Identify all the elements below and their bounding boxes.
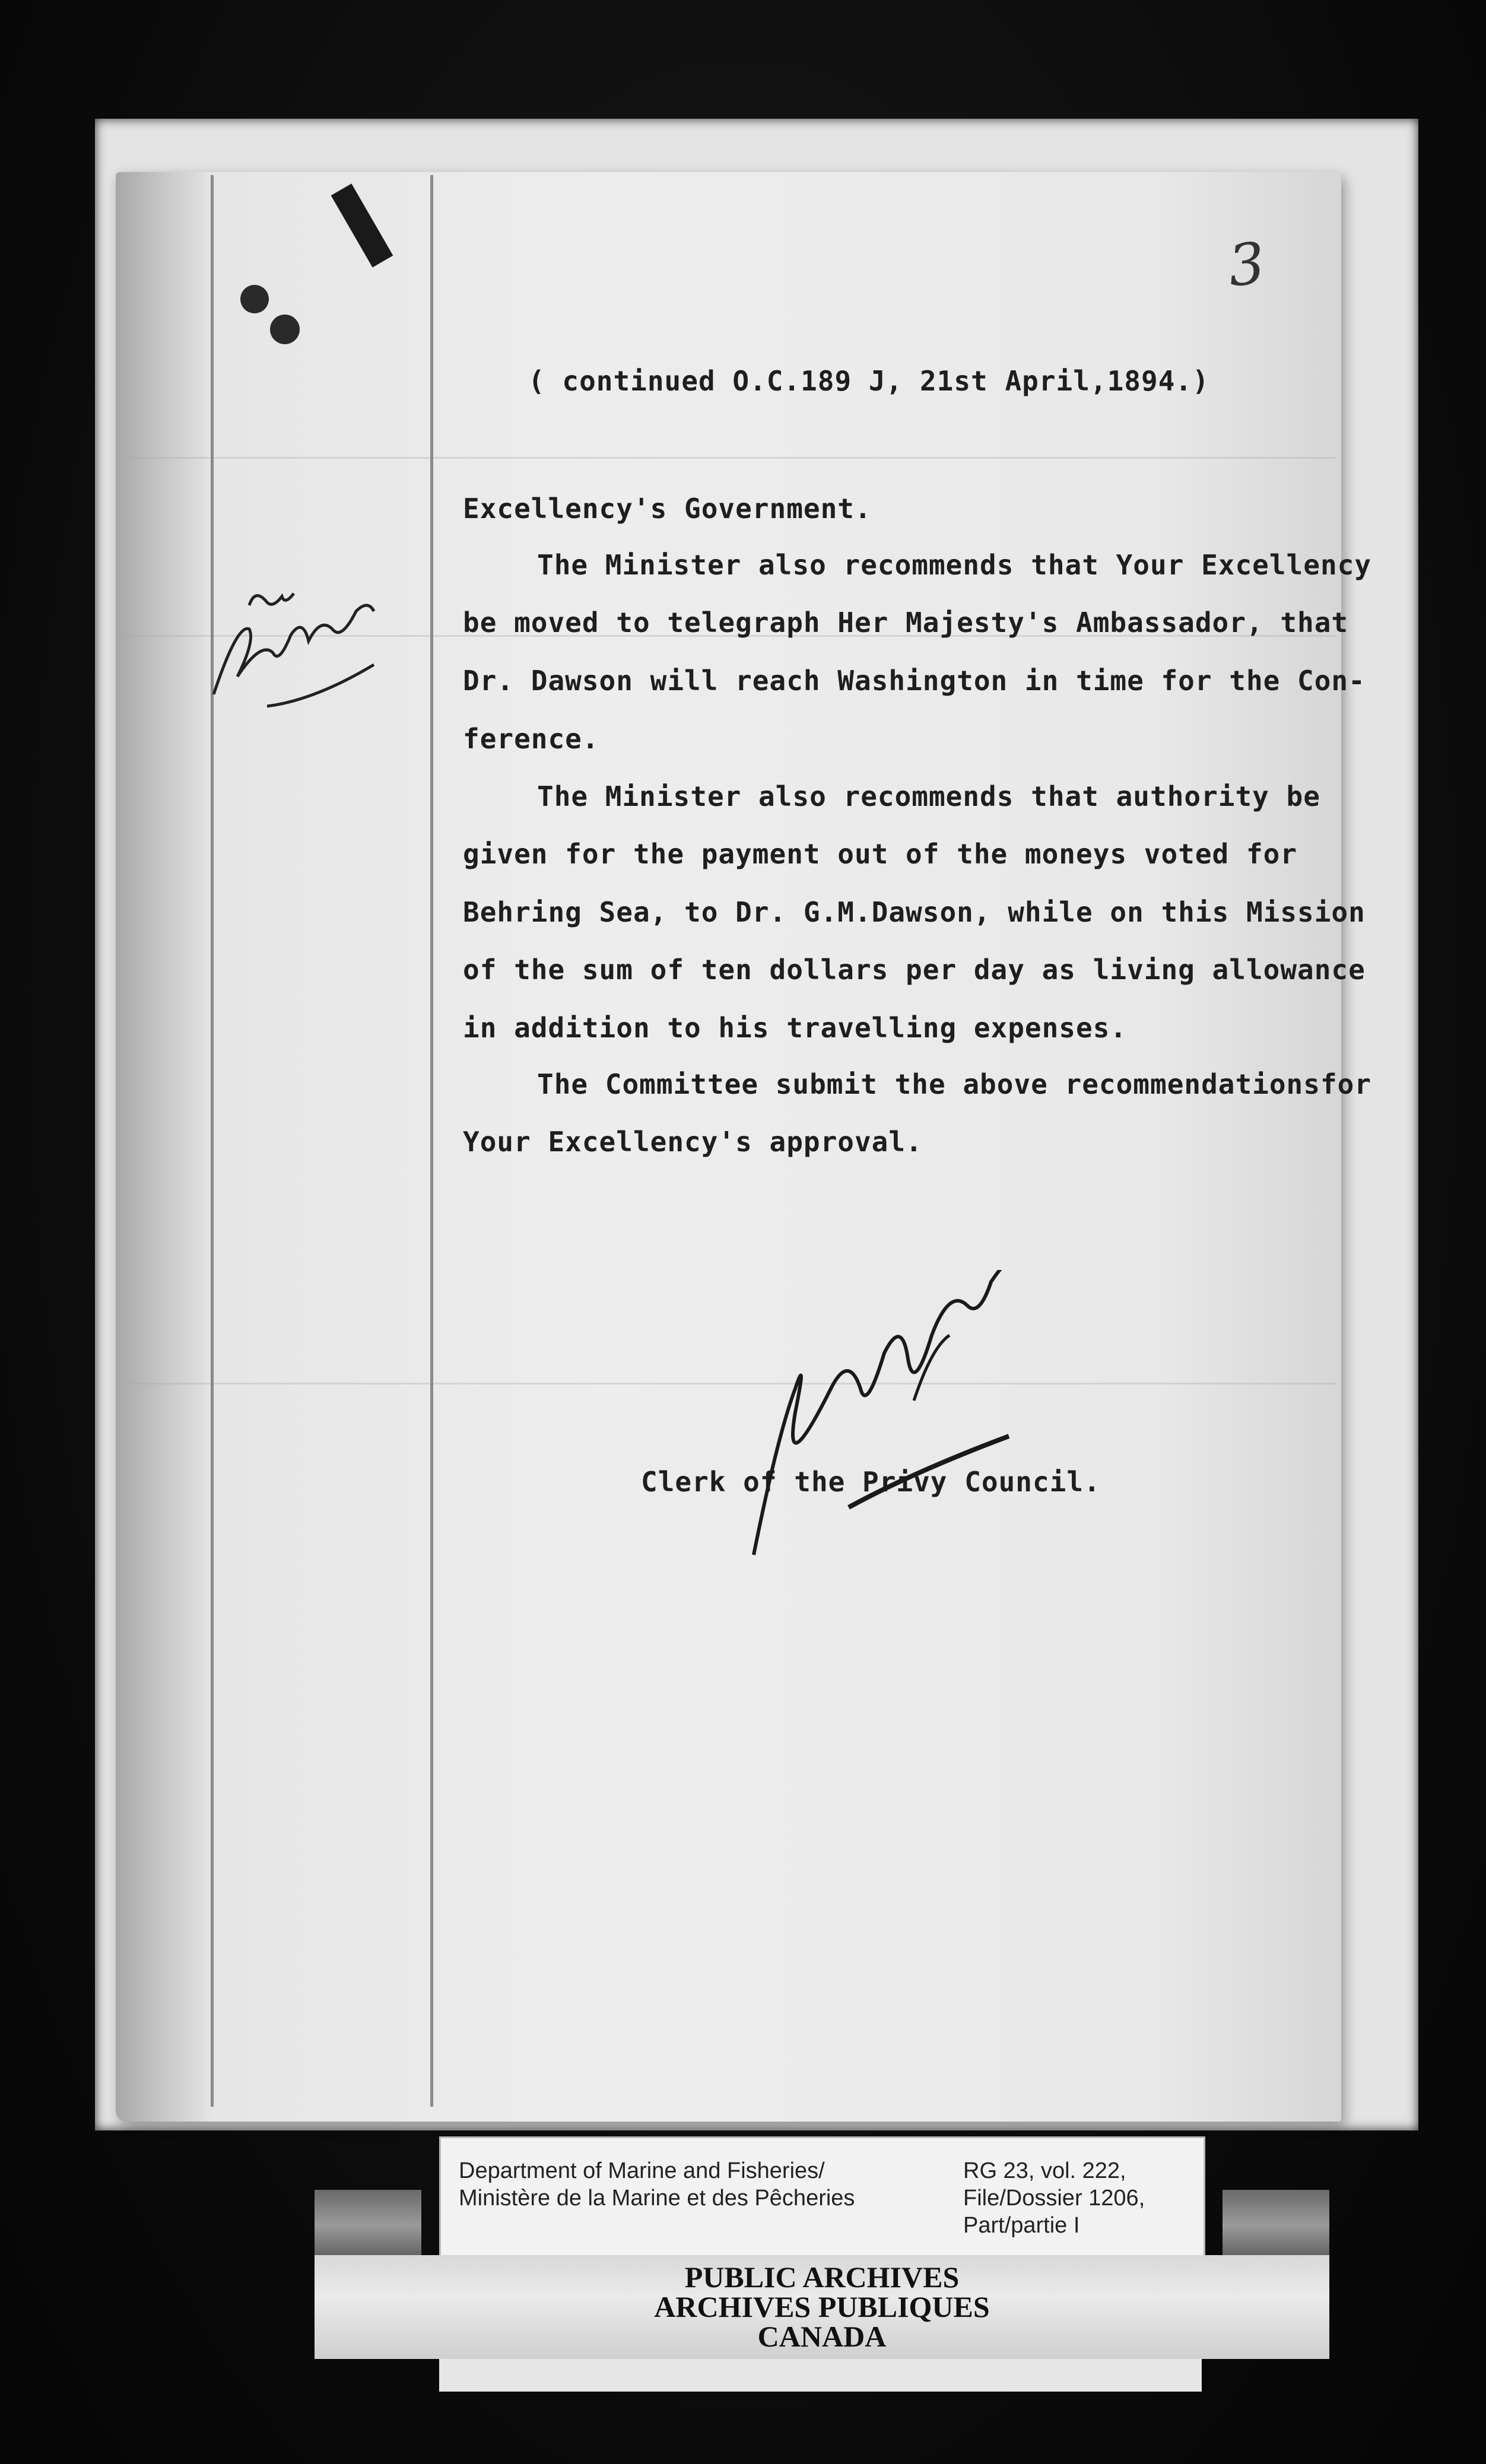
- department-names: [459, 2157, 855, 2212]
- archive-reference-label: [439, 2136, 1205, 2262]
- text-line: in addition to his travelling expenses.: [463, 1012, 1128, 1044]
- text-line: given for the payment out of the moneys voted for: [463, 838, 1298, 870]
- reference-part: Part/partie I: [963, 2213, 1080, 2238]
- margin-signature: [208, 564, 445, 712]
- punch-hole: [240, 285, 269, 313]
- stamp-line-en: PUBLIC ARCHIVES: [684, 2260, 960, 2294]
- clerk-signature: [736, 1270, 1116, 1567]
- text-line: be moved to telegraph Her Majesty's Ambassador, that: [463, 607, 1349, 639]
- text-line: ference.: [463, 723, 599, 755]
- margin-rule-right: [430, 175, 433, 2107]
- continuation-header: ( continued O.C.189 J, 21st April,1894.): [528, 365, 1209, 397]
- text-line: of the sum of ten dollars per day as living allowance: [463, 954, 1366, 986]
- punch-hole: [270, 315, 300, 344]
- department-en: Department of Marine and Fisheries/: [459, 2158, 825, 2183]
- record-reference: [963, 2157, 1145, 2239]
- signature-title: Clerk of the Privy Council.: [641, 1466, 1101, 1498]
- label-bottom-strip: [439, 2359, 1202, 2392]
- margin-rule-left: [211, 175, 214, 2107]
- text-line: Your Excellency's approval.: [463, 1126, 923, 1158]
- archive-stamp: [315, 2255, 1329, 2359]
- text-line: Behring Sea, to Dr. G.M.Dawson, while on this Mission: [463, 896, 1366, 928]
- text-line: The Committee submit the above recommendationsfor: [537, 1068, 1372, 1100]
- text-line: Dr. Dawson will reach Washington in time for the Con-: [463, 665, 1366, 697]
- text-line: The Minister also recommends that authority be: [537, 780, 1320, 812]
- stamp-line-fr: ARCHIVES PUBLIQUES: [654, 2290, 990, 2323]
- department-fr: Ministère de la Marine et des Pêcheries: [459, 2186, 855, 2211]
- text-line: Excellency's Government.: [463, 493, 872, 525]
- ruled-line: [119, 457, 1335, 459]
- ruled-line: [119, 1383, 1335, 1385]
- binder-clip-right: [1223, 2190, 1329, 2261]
- stamp-line-country: CANADA: [757, 2320, 887, 2353]
- page-number: 3: [1225, 230, 1268, 300]
- page-fold-shadow: [116, 172, 211, 2122]
- binder-clip-left: [315, 2190, 421, 2261]
- reference-file: File/Dossier 1206,: [963, 2186, 1145, 2211]
- text-line: The Minister also recommends that Your Excellency: [537, 549, 1372, 581]
- reference-group: RG 23, vol. 222,: [963, 2158, 1126, 2183]
